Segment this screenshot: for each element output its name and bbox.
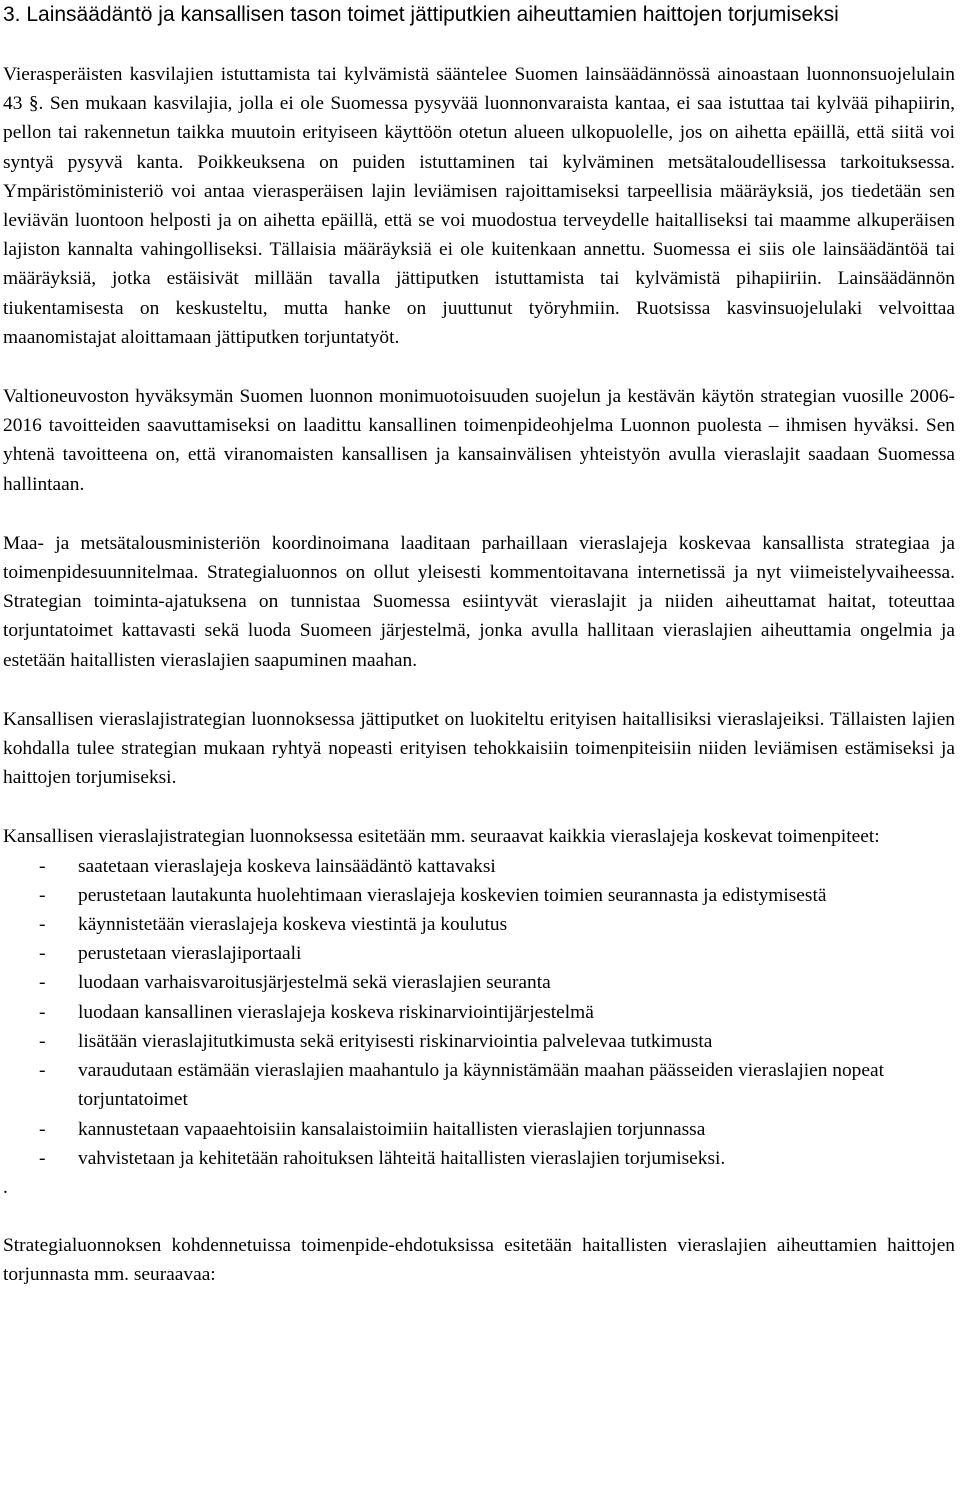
list-bullet: - — [39, 855, 46, 877]
section-heading: 3. Lainsäädäntö ja kansallisen tason toimet jättiputkien aiheuttamien haittojen torjumiseksi — [3, 3, 839, 26]
paragraph-government-strategy: Valtioneuvoston hyväksymän Suomen luonnon monimuotoisuuden suojelun ja kestävän käytön strategian vuosille 2006-2016 tavoitteiden saavuttamiseksi on laadittu kansallinen toimenpideohjelma Luonnon puolesta – ihmisen hyväksi. Sen yhtenä tavoitteena on, että viranomaisten kansallisen ja kansainvälisen yhteistyön avulla vieraslajit saadaan Suomessa hallintaan. — [3, 386, 955, 495]
document-page — [3, 0, 955, 1289]
stray-period: . — [3, 1176, 8, 1198]
list-item: - kannustetaan vapaaehtoisiin kansalaistoimiin haitallisten vieraslajien torjunnassa — [3, 1115, 955, 1144]
paragraph-ministry-strategy: Maa- ja metsätalousministeriön koordinoimana laaditaan parhaillaan vieraslajeja koskevaa kansallista strategiaa ja toimenpidesuunnitelmaa. Strategialuonnos on ollut yleisesti kommentoitavana internetissä ja nyt viimeistelyvaiheessa. Strategian toiminta-ajatuksena on tunnistaa Suomessa esiintyvät vieraslajit ja niiden aiheuttamat haitat, toteuttaa torjuntatoimet kattavasti sekä luoda Suomeen järjestelmä, jonka avulla hallitaan vieraslajien aiheuttamia ongelmia ja estetään haitallisten vieraslajien saapuminen maahan. — [3, 532, 955, 671]
list-bullet: - — [39, 943, 46, 965]
list-item: - käynnistetään vieraslajeja koskeva viestintä ja koulutus — [3, 910, 955, 939]
paragraph-legislation: Vierasperäisten kasvilajien istuttamista tai kylvämistä sääntelee Suomen lainsäädännössä ainoastaan luonnonsuojelulain 43 §. Sen mukaan kasvilajia, jolla ei ole Suomessa pysyvää luonnonvaraista kantaa, ei saa istuttaa tai kylvää pihapiirin, pellon tai rakennetun taikka muutoin erityiseen käyttöön otetun alueen ulkopuolelle, jos on aihetta epäillä, että siitä voi syntyä pysyvä kanta. Poikkeuksena on puiden istuttaminen tai kylväminen metsätaloudellisessa tarkoituksessa. Ympäristöministeriö voi antaa vierasperäisen lajin leviämisen rajoittamiseksi tarpeellisia määräyksiä, jos tiedetään sen leviävän luontoon helposti ja on aihetta epäillä, että se voi muodostua terveydelle haitalliseksi tai maamme alkuperäisen lajiston kannalta vahingolliseksi. Tällaisia määräyksiä ei ole kuitenkaan annettu. Suomessa ei siis ole lainsäädäntöä tai määräyksiä, jotka estäisivät millään tavalla jättiputken istuttamista tai kylvämistä pihapiiriin. Lainsäädännön tiukentamisesta on keskusteltu, mutta hanke on juuttunut työryhmiin. Ruotsissa kasvinsuojelulaki velvoittaa maanomistajat aloittamaan jättiputken torjuntatyöt. — [3, 64, 955, 348]
list-bullet: - — [39, 972, 46, 994]
paragraph-classification: Kansallisen vieraslajistrategian luonnoksessa jättiputket on luokiteltu erityisen haitallisiksi vieraslajeiksi. Tällaisten lajien kohdalla tulee strategian mukaan ryhtyä nopeasti erityisen tehokkaisiin toimenpiteisiin niiden leviämisen estämiseksi ja haittojen torjumiseksi. — [3, 708, 955, 789]
list-item: - luodaan kansallinen vieraslajeja koskeva riskinarviointijärjestelmä — [3, 998, 955, 1027]
paragraph-measures-intro: Kansallisen vieraslajistrategian luonnoksessa esitetään mm. seuraavat kaikkia vieraslajeja koskevat toimenpiteet: — [3, 826, 880, 848]
paragraph-targeted-measures: Strategialuonnoksen kohdennetuissa toimenpide-ehdotuksissa esitetään haitallisten vieraslajien aiheuttamien haittojen torjunnasta mm. seuraavaa: — [3, 1234, 955, 1286]
list-bullet: - — [39, 914, 46, 936]
list-item: - luodaan varhaisvaroitusjärjestelmä sekä vieraslajien seuranta — [3, 968, 955, 997]
list-item: - lisätään vieraslajitutkimusta sekä erityisesti riskinarviointia palvelevaa tutkimusta — [3, 1027, 955, 1056]
list-bullet: - — [39, 1060, 46, 1082]
list-bullet: - — [39, 1030, 46, 1052]
list-bullet: - — [39, 884, 46, 906]
list-bullet: - — [39, 1118, 46, 1140]
list-item: - vahvistetaan ja kehitetään rahoituksen lähteitä haitallisten vieraslajien torjumiseksi. — [3, 1144, 955, 1173]
list-item: - varaudutaan estämään vieraslajien maahantulo ja käynnistämään maahan päässeiden vieraslajien nopeat torjuntatoimet — [3, 1056, 955, 1114]
list-bullet: - — [39, 1001, 46, 1023]
measures-list — [3, 852, 955, 1173]
list-item: - saatetaan vieraslajeja koskeva lainsäädäntö kattavaksi — [3, 852, 955, 881]
list-bullet: - — [39, 1147, 46, 1169]
list-item: - perustetaan lautakunta huolehtimaan vieraslajeja koskevien toimien seurannasta ja edistymisestä — [3, 881, 955, 910]
list-item: - perustetaan vieraslajiportaali — [3, 939, 955, 968]
